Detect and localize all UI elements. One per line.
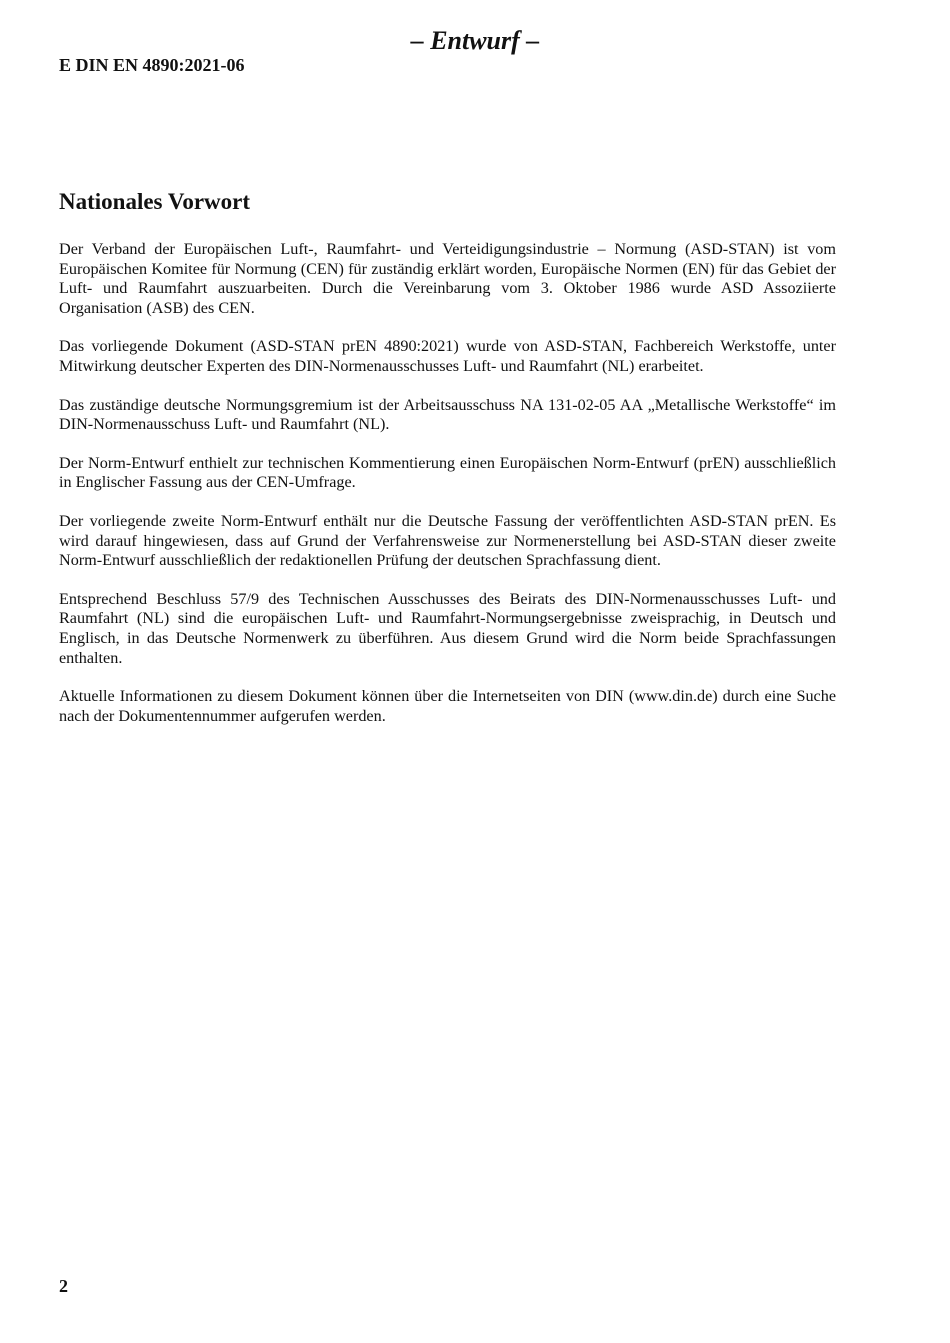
paragraph-resolution: Entsprechend Beschluss 57/9 des Technischen Ausschusses des Beirats des DIN-Normenausschusses Luft- und Raumfahrt (NL) sind die europäischen Luft- und Raumfahrt-Normungsergebnisse zweisprachig, in Deutsch und Englisch, in das Deutsche Normenwerk zu überführen. Aus diesem Grund wird die Norm beide Sprachfassungen enthalten. [59, 589, 836, 667]
paragraph-second-draft: Der vorliegende zweite Norm-Entwurf enthält nur die Deutsche Fassung der veröffentlichten ASD-STAN prEN. Es wird darauf hingewiesen, dass auf Grund der Verfahrensweise zur Normenerstellung bei ASD-STAN dieser zweite Norm-Entwurf ausschließlich der redaktionellen Prüfung der deutschen Sprachfassung dient. [59, 511, 836, 570]
paragraph-asd-stan: Der Verband der Europäischen Luft-, Raumfahrt- und Verteidigungsindustrie – Normung (ASD-STAN) ist vom Europäischen Komitee für Normung (CEN) für zuständig erklärt worden, Europäische Normen (EN) für das Gebiet der Luft- und Raumfahrt auszuarbeiten. Durch die Vereinbarung vom 3. Oktober 1986 wurde ASD Assoziierte Organisation (ASB) des CEN. [59, 240, 836, 317]
paragraph-document-origin: Das vorliegende Dokument (ASD-STAN prEN 4890:2021) wurde von ASD-STAN, Fachbereich Werkstoffe, unter Mitwirkung deutscher Experten des DIN-Normenausschusses Luft- und Raumfahrt (NL) erarbeitet. [59, 337, 836, 375]
paragraph-committee: Das zuständige deutsche Normungsgremium ist der Arbeitsausschuss NA 131-02-05 AA „Metallische Werkstoffe“ im DIN-Normenausschuss Luft- und Raumfahrt (NL). [59, 395, 836, 434]
foreword-body [59, 240, 836, 745]
paragraph-current-info: Aktuelle Informationen zu diesem Dokument können über die Internetseiten von DIN (www.din.de) durch eine Suche nach der Dokumentennummer aufgerufen werden. [59, 687, 836, 725]
section-title: Nationales Vorwort [59, 189, 251, 214]
draft-watermark-title: – Entwurf – [410, 26, 540, 55]
paragraph-first-draft: Der Norm-Entwurf enthielt zur technischen Kommentierung einen Europäischen Norm-Entwurf (prEN) ausschließlich in Englischer Fassung aus der CEN-Umfrage. [59, 453, 836, 492]
document-id: E DIN EN 4890:2021-06 [59, 55, 245, 75]
page-number: 2 [59, 1276, 68, 1296]
